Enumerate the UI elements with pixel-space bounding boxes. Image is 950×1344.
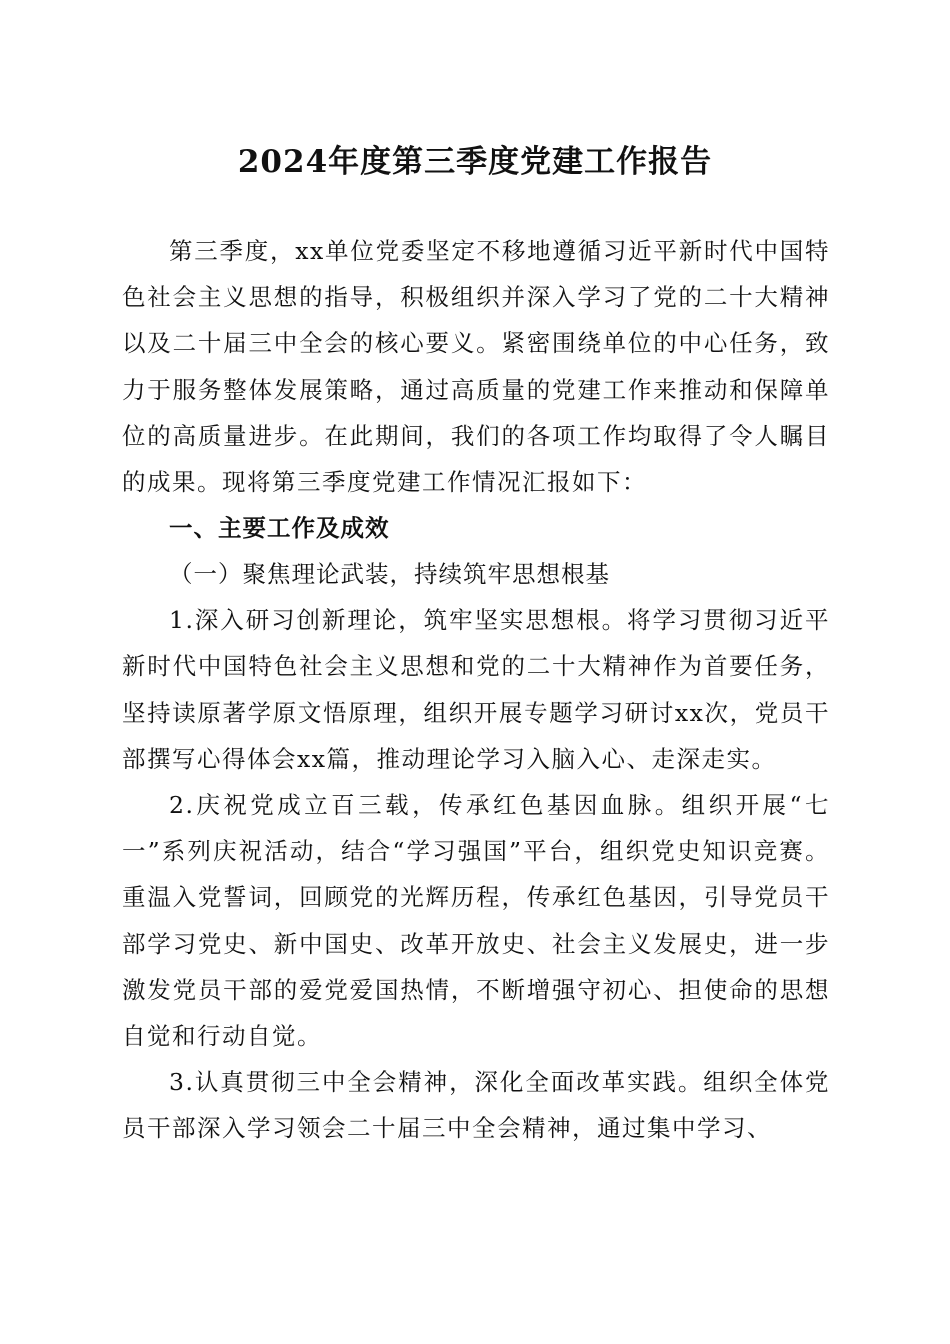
document-body [122, 228, 830, 1152]
item-paragraph-1: 1.深入研习创新理论，筑牢坚实思想根。将学习贯彻习近平新时代中国特色社会主义思想和党的二十大精神作为首要任务，坚持读原著学原文悟原理，组织开展专题学习研讨xx次，党员干部撰写心得体会xx篇，推动理论学习入脑入心、走深走实。 [122, 606, 830, 773]
item-paragraph-2: 2.庆祝党成立百三载，传承红色基因血脉。组织开展“七一”系列庆祝活动，结合“学习强国”平台，组织党史知识竞赛。重温入党誓词，回顾党的光辉历程，传承红色基因，引导党员干部学习党史、新中国史、改革开放史、社会主义发展史，进一步激发党员干部的爱党爱国热情，不断增强守初心、担使命的思想自觉和行动自觉。 [122, 791, 830, 1051]
subsection-heading: （一）聚焦理论武装，持续筑牢思想根基 [169, 560, 610, 589]
section-heading: 一、主要工作及成效 [169, 514, 390, 543]
document-title: 2024年度第三季度党建工作报告 [237, 144, 713, 180]
item-paragraph-3: 3.认真贯彻三中全会精神，深化全面改革实践。组织全体党员干部深入学习领会二十届三中全会精神，通过集中学习、 [122, 1068, 830, 1143]
intro-paragraph: 第三季度，xx单位党委坚定不移地遵循习近平新时代中国特色社会主义思想的指导，积极组织并深入学习了党的二十大精神以及二十届三中全会的核心要义。紧密围绕单位的中心任务，致力于服务整体发展策略，通过高质量的党建工作来推动和保障单位的高质量进步。在此期间，我们的各项工作均取得了令人瞩目的成果。现将第三季度党建工作情况汇报如下： [122, 237, 830, 497]
